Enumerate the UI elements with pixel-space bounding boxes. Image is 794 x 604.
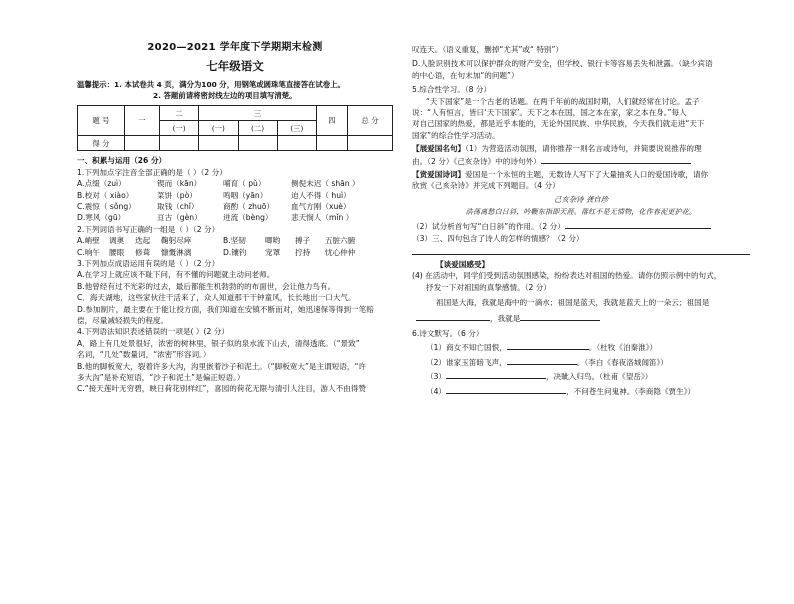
q2-word: 拧持: [295, 247, 311, 257]
dict-3-blank[interactable]: [446, 370, 546, 379]
score-head-four: 四: [317, 106, 348, 136]
option-d: D.人脸识别技术可以保护群众的财产安全，但学校、银行卡等容易丢失和泄露。（缺少宾语: [412, 59, 713, 69]
dict-4-post: ，不问苍生问鬼神。（李商隐《贾生》）: [566, 386, 696, 396]
dict-3-pre: （3）: [426, 372, 447, 382]
intro-line: “天下国家”是一个古老的话题。在两千年前的战国时期，人们就经常在讨论。孟子: [426, 96, 700, 106]
q2-analysis: （2）试分析首句写“白日斜”的作用。（2 分）: [412, 222, 565, 232]
q1-option: 鸣咽（yān）: [223, 190, 268, 200]
q3-option: A.在学习上就应该不耻下问，有不懂的问题就主动问老师。: [77, 270, 275, 280]
q2-row: [77, 247, 393, 258]
dict-2-blank[interactable]: [507, 356, 577, 365]
poem-body: 浩荡离愁白日斜，吟鞭东指即天涯。落红不是无情物，化作春泥更护花。: [465, 207, 697, 216]
q2-stem: 2.下列词语书写正确的一组是（ ）（2 分）: [77, 224, 220, 234]
q2-answer-blank[interactable]: [565, 220, 711, 229]
notice-line-1: 1. 本试卷共 4 页，满分为100 分，用钢笔或圆珠笔直接答在试卷上。: [113, 80, 345, 90]
example-blank-1[interactable]: [416, 312, 490, 321]
score-table: [77, 105, 393, 151]
task3-label: 【谈爱国感受】: [436, 260, 490, 270]
q1-row: [77, 201, 393, 212]
task2-label: 【赏爱国诗词】: [412, 169, 466, 179]
dict-2-pre: （2）谁家玉笛暗飞声，: [426, 357, 507, 367]
q6-stem: 6.诗文默写。（6 分）: [412, 329, 484, 339]
task1-answer-blank[interactable]: [541, 155, 691, 164]
q2-word: 唧哟: [265, 236, 281, 246]
dict-4-blank[interactable]: [446, 385, 566, 394]
q1-row: [77, 178, 393, 189]
score-cell[interactable]: [238, 136, 277, 151]
q1-row: [77, 190, 393, 201]
example-blank-2[interactable]: [520, 312, 600, 321]
left-column: [77, 0, 393, 560]
q1-option: 亘古（gèn）: [157, 213, 202, 223]
q2-word: 调奥: [109, 236, 125, 246]
score-cell[interactable]: [160, 136, 199, 151]
q1-option: D.寒风（gū）: [77, 213, 126, 223]
q4-option: 多大沟”是补充短语，“沙子和泥土”是偏正短语。）: [77, 372, 245, 382]
score-cell[interactable]: [348, 136, 393, 151]
score-row-label: 得 分: [78, 136, 125, 151]
q1-option: C.震惊（ sǒng）: [77, 202, 136, 212]
q2-word: D.镶钓: [223, 247, 247, 257]
score-sub-3: (二): [238, 121, 277, 136]
q3-answer-line[interactable]: [412, 244, 750, 255]
q1-option: 侧倪未迟（ shān ）: [291, 179, 360, 189]
dict-4-pre: （4）: [426, 386, 447, 396]
notice-block: [77, 79, 393, 101]
example-line-1: 祖国是大海，我就是海中的一滴水；祖国是蓝天，我就是蓝天上的一朵云；祖国是: [436, 298, 710, 308]
score-head-one: 一: [125, 106, 160, 136]
q1-option: 商酌（ zhuō）: [223, 202, 275, 212]
score-sub-2: (一): [199, 121, 238, 136]
q3-emotion: （3）三、四句包含了诗人的怎样的情感？（2 分）: [412, 233, 584, 243]
q3-option: B.他曾经有过不光彩的过去，最后都能生机勃勃的的布面世，会让他力鸟有。: [77, 281, 336, 291]
q2-word: 宠罩: [265, 247, 281, 257]
q3-stem: 3.下列加点成语运用有误的是（ ）（2 分）: [77, 258, 220, 268]
intro-line: 对自己国家的热爱，都是近乎本能的，无论外国民族、中华民族，今天我们就走进“天下: [412, 119, 705, 129]
poem-title: 己亥杂诗 龚自珍: [553, 194, 609, 204]
dict-2-post: 。（李白《春夜洛城闻笛》）: [576, 357, 668, 367]
dict-1-blank[interactable]: [507, 341, 589, 350]
score-sub-1: (一): [160, 121, 199, 136]
q2-word: 慷慨淋漓: [161, 247, 192, 257]
q4-option: 名词，“几处”数量词，“浓密”形容词。）: [77, 350, 211, 360]
dict-1-pre: （1）商女不知亡国恨，: [426, 343, 507, 353]
dict-1-post: 。（杜牧《泊秦淮》）: [588, 343, 658, 353]
q3-option: C．海天湖地，这些家伙往干活来了，众人知道那干干钟童风，长长地出一口大气。: [77, 293, 356, 303]
q2-word: 五脏六腑: [325, 236, 356, 246]
q5-stem: 5.综合性学习。（8 分）: [412, 85, 492, 95]
notice-label: 温馨提示：: [77, 80, 114, 90]
q3-option: D.参加制片，最主要在于能让投方面，我们知道在安镇不断而对，她迅速保等得到一笔赔: [77, 304, 374, 314]
q2-word: 鞠躬尽瘁: [161, 236, 192, 246]
right-column: [412, 0, 750, 604]
q1-row: [77, 212, 393, 223]
q2-word: 腰眼: [109, 247, 125, 257]
q1-option: 迸流（bèng）: [223, 213, 273, 223]
score-cell[interactable]: [277, 136, 316, 151]
q2-word: 忧心仲仲: [325, 247, 356, 257]
task1-blank-label: 《己亥杂诗》中的诗句外）: [453, 156, 541, 166]
score-cell[interactable]: [199, 136, 238, 151]
q2-word: B.坚韧: [223, 236, 246, 246]
option-c-continued: 叹连天。（语义重复，删掉“尤其”或“ 特别”）: [412, 45, 564, 54]
q1-option: 血气方刚（xuè）: [291, 202, 351, 212]
q1-stem: 1.下列加点字注音全部正确的是（ ）（2 分）: [77, 167, 227, 177]
q1-option: B.校对（ xiào）: [77, 190, 134, 200]
dict-3-post: ，决眦入归鸟。（杜甫《望岳》）: [546, 372, 653, 382]
q4-stem: 4.下列语法知识表述错误的一项是( ）(2 分）: [77, 327, 229, 337]
task1-text: （1）为营造活动氛围，请你推荐一则名言或诗句，并简要说说推荐的理: [465, 144, 702, 154]
q4-option: B.他的脚板宽大，裂着许多大沟，沟里嵌着沙子和泥土。（“脚板宽大”是主谓短语，“许: [77, 361, 366, 371]
q4-option: A．路上有几处景很好，浓密的树林里，银子似的泉水流下山去，清得透底。（“景致”: [77, 338, 360, 348]
intro-line: 国家”的综合性学习活动。: [412, 130, 500, 140]
q2-word: C.响午: [77, 247, 100, 257]
task3-line2: 抒发一下对祖国的真挚感情。（2 分）: [426, 282, 551, 292]
exam-subject: 七年级语文: [206, 59, 264, 73]
task1-label: 【展爱国名句】: [412, 144, 466, 154]
q2-word: A.峭壁: [77, 236, 100, 246]
q2-word: 搏子: [295, 236, 311, 246]
score-cell[interactable]: [125, 136, 160, 151]
task2-line2: 欣赏《己亥杂诗》并完成下列题目。（4 分）: [412, 181, 560, 191]
q1-option: 菜饼（pò）: [157, 190, 197, 200]
q1-option: A.点缀（zuì）: [77, 179, 126, 189]
q2-word: 迭起: [135, 236, 151, 246]
q1-option: 锲而（kān）: [157, 179, 202, 189]
q1-option: 迫人不得（ huì）: [291, 190, 351, 200]
option-d-continued: 的中心语，在句末加“的问题”）: [412, 70, 519, 80]
q2-word: 修葺: [135, 247, 151, 257]
notice-line-2: 2. 答题前请将密封线左边的项目填写清楚。: [153, 91, 297, 101]
score-cell[interactable]: [317, 136, 348, 151]
score-head-total: 总 分: [348, 106, 393, 136]
q1-option: 悲天悯人（mǐn ）: [291, 213, 354, 223]
score-head-label: 题 号: [78, 106, 125, 136]
intro-line: 说：“人有恒言，皆曰‘天下国家’。天下之本在国，国之本在家，家之本在身。”每人: [412, 107, 687, 117]
q2-row: [77, 235, 393, 246]
example-line-2: ，我就是: [490, 313, 521, 323]
task3-text: (4) 在活动中，同学们受到活动氛围感染，纷纷表达对祖国的热爱。请你仿照示例中的句式，: [412, 271, 722, 281]
q4-option: C.“接天莲叶无穷碧，映日荷花别样红”，喜园的荷花无限与清引人注目，游人不由得赞: [77, 384, 366, 394]
exam-title: 2020—2021 学年度下学期期末检测: [147, 42, 323, 53]
score-sub-4: (三): [277, 121, 316, 136]
task2-text: 爱国是一个永恒的主题，无数诗人写下了大量抽炙人口的爱国诗歌，请你: [465, 169, 709, 179]
q1-option: 取钱（chǐ）: [157, 202, 199, 212]
score-head-three: 三: [199, 106, 317, 121]
section-heading: 一、积累与运用（26 分）: [77, 156, 167, 166]
score-head-two: 二: [160, 106, 199, 121]
task1-line2: 由。（2 分）: [412, 156, 454, 166]
q3-option: 偿，尽量减轻损失的程度。: [77, 315, 169, 325]
q1-option: 哺育（ pǔ）: [223, 179, 266, 189]
